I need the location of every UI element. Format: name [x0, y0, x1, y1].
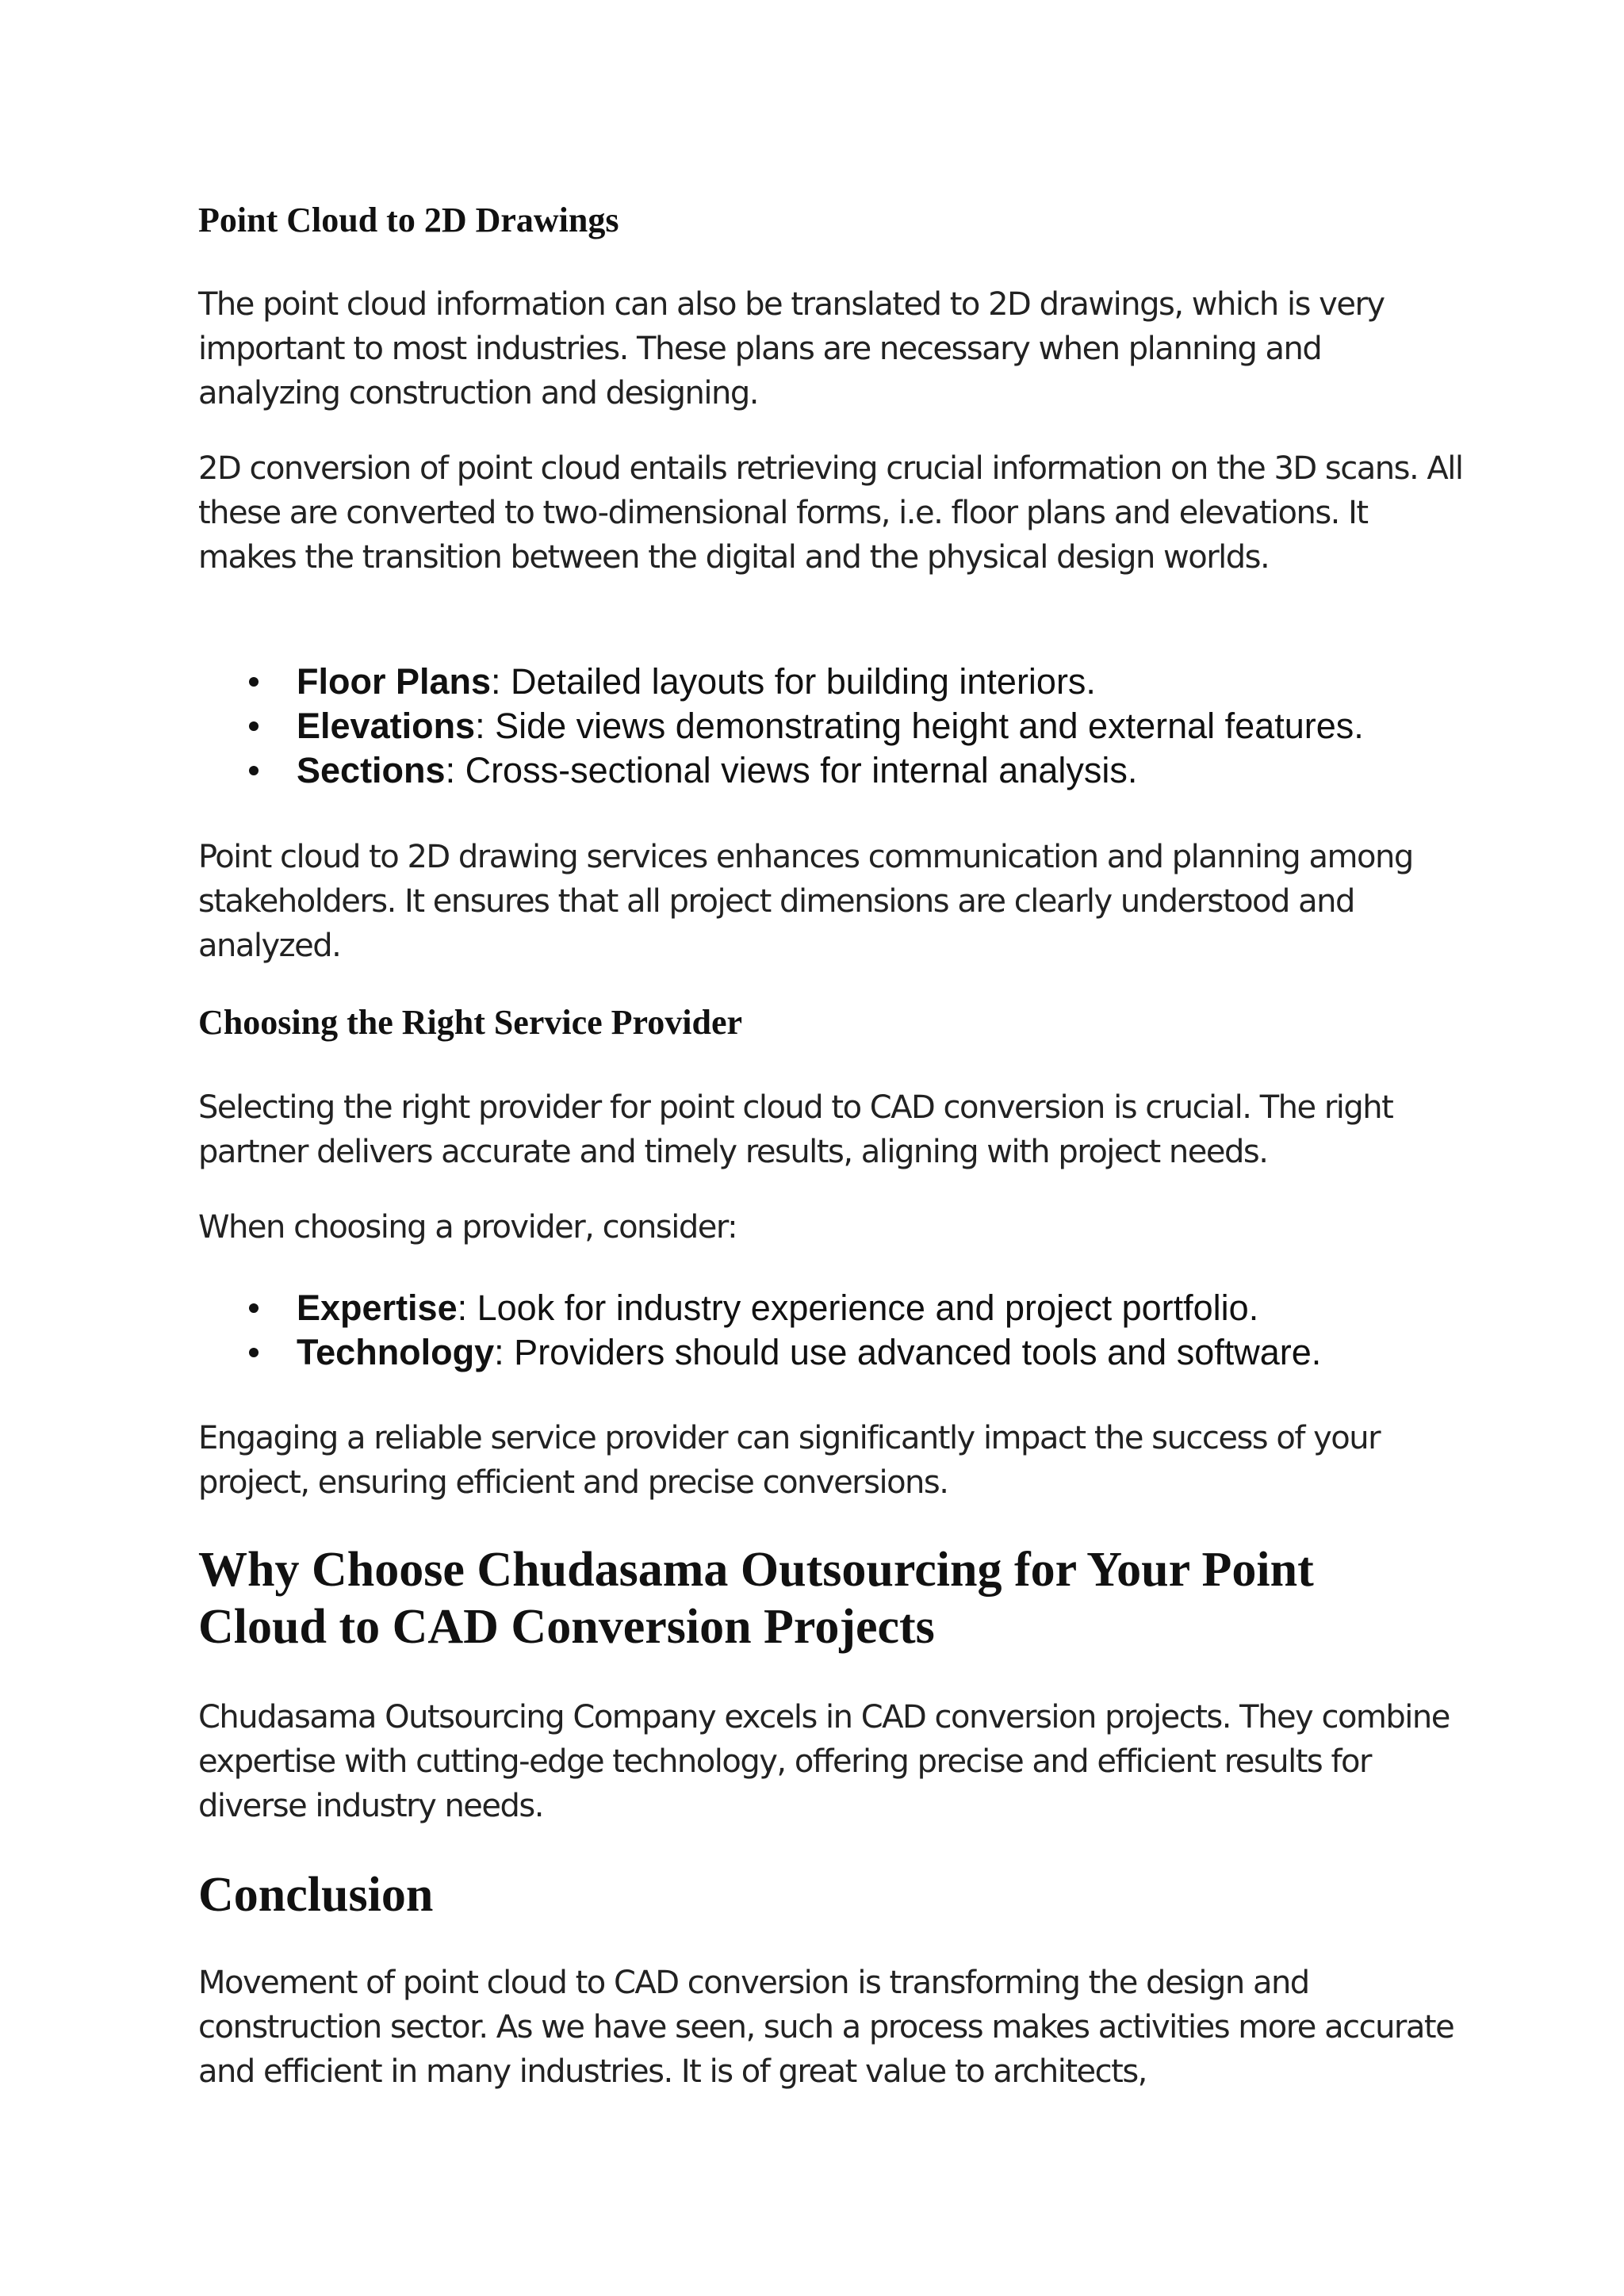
bullet-icon [249, 1303, 259, 1313]
list-item: Sections: Cross-sectional views for internal analysis. [198, 748, 1364, 793]
section-heading-service-provider: Choosing the Right Service Provider [198, 1003, 743, 1042]
paragraph-chudasama: Chudasama Outsourcing Company excels in CAD conversion projects. They combine expertise with cutting-edge technology, offering precise and efficient results for diverse industry needs. [198, 1699, 1450, 1824]
section-heading-why-chudasama: Why Choose Chudasama Outsourcing for Your Point Cloud to CAD Conversion Projects [198, 1543, 1314, 1654]
list-item: Floor Plans: Detailed layouts for building interiors. [198, 660, 1364, 704]
list-item: Technology: Providers should use advanced tools and software. [198, 1330, 1321, 1375]
list-item: Elevations: Side views demonstrating height and external features. [198, 704, 1364, 748]
paragraph-conclusion: Movement of point cloud to CAD conversion is transforming the design and construction sector. As we have seen, such a process makes activities more accurate and efficient in many industries. It is of great value to architects, [198, 1965, 1454, 2090]
provider-criteria-list [198, 1286, 1321, 1375]
bullet-icon [249, 721, 259, 731]
bullet-icon [249, 677, 259, 687]
paragraph-provider-impact: Engaging a reliable service provider can significantly impact the success of your project, ensuring efficient and precise conversions. [198, 1420, 1381, 1501]
drawing-types-list [198, 660, 1364, 793]
bullet-icon [249, 766, 259, 775]
bullet-icon [249, 1348, 259, 1357]
paragraph-provider-consider: When choosing a provider, consider: [198, 1209, 737, 1246]
section-heading-2d-drawings: Point Cloud to 2D Drawings [198, 201, 619, 239]
paragraph-2d-conversion: 2D conversion of point cloud entails retrieving crucial information on the 3D scans. All these are converted to two-dimensional forms, i.e. floor plans and elevations. It makes the transition between the digital and the physical design worlds. [198, 450, 1463, 576]
paragraph-provider-selection: Selecting the right provider for point cloud to CAD conversion is crucial. The right partner delivers accurate and timely results, aligning with project needs. [198, 1089, 1393, 1170]
section-heading-conclusion: Conclusion [198, 1868, 434, 1922]
paragraph-2d-intro: The point cloud information can also be translated to 2D drawings, which is very important to most industries. These plans are necessary when planning and analyzing construction and designing. [198, 286, 1385, 411]
list-item: Expertise: Look for industry experience and project portfolio. [198, 1286, 1321, 1330]
paragraph-2d-benefits: Point cloud to 2D drawing services enhances communication and planning among stakeholders. It ensures that all project dimensions are clearly understood and analyzed. [198, 839, 1413, 964]
